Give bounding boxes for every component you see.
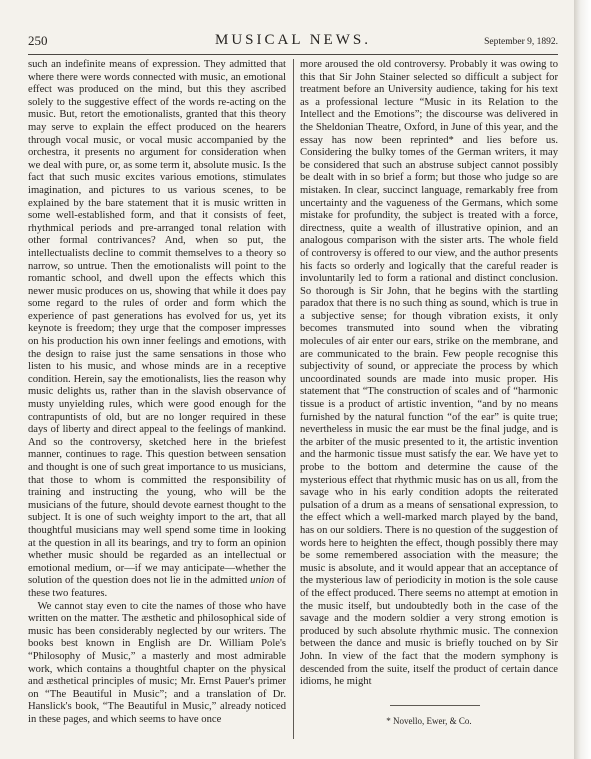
masthead-title: MUSICAL NEWS. [215, 32, 371, 48]
page-edge [574, 0, 591, 759]
issue-date: September 9, 1892. [484, 37, 558, 47]
column-divider [293, 59, 294, 739]
left-paragraph-1 [28, 59, 286, 601]
footnote: * Novello, Ewer, & Co. [386, 716, 472, 726]
right-column [300, 59, 558, 689]
right-paragraph-1: more aroused the old controversy. Probably it was owing to this that Sir John Stainer selected so difficult a subject for treatment before an University audience, taking for his text as a professional lecture “Music in its Relation to the Intellect and the Emotions”; the discourse was delivered in the Sheldonian Theatre, Oxford, in June of this year, and the essay has now been reprinted* and lies before us. Considering the bulky tomes of the German writers, it may be considered that such an abstruse subject cannot possibly be dealt with in so brief a form; but those who judge so are mistaken. In clear, succinct language, remarkably free from uncertainty and the vagueness of the Germans, which some mistake for profundity, the subject is treated with a force, directness, quite a wealth of illustrative opinion, and an analogous comparison with the sister arts. The whole field of controversy is offered to our view, and the author presents his facts so orderly and logically that the careful reader is involuntarily led to form a rational and distinct conclusion. So thorough is Sir John, that he begins with the startling paradox that there is no such thing as sound, which is true in a subjective sense; for though vibration exists, it only becomes transmuted into sound when the vibrating molecules of air enter our ears, strike on the membrane, and are communicated to the brain. Few people recognise this subjectivity of sound, or appreciate the process by which uncoordinated sounds are made into music proper. His statement that “The construction of scales and of “harmonic tissue is a product of artistic invention, “and by no means furnished by the natural function “of the ear” is quite true; nevertheless in music the ear must be the final judge, and is the arbiter of the music presented to it, the artistic invention and the harmonic tissue must satisfy the ear. We have yet to probe to the bottom and determine the cause of the mysterious effect that rhythmic music has on us all, from the savage who in his early condition adopts the reiterated pulsation of a drum as a means of sensational expression, to the effect which a well-marked march played by the band, has on our soldiers. There is no question of the suggestion of words here to heighten the effect, though possibly there may be some remembered association with the measure; the music is absolute, and it would appear that an acceptance of the mysterious law of periodicity in motion is the sole cause of the effect produced. There seems no attempt at emotion in the music itself, but undoubtedly both in the case of the savage and the modern soldier a very strong emotion is produced by such absolute rhythmic music. The connexion between the dance and music is briefly touched on by Sir John. In view of the fact that the modern symphony is descended from the suite, itself the product of certain dance idioms, he might [300, 59, 558, 688]
left-column [28, 59, 286, 726]
left-paragraph-2: We cannot stay even to cite the names of those who have written on the matter. The æsthetic and philosophical side of music has been considerably neglected by our writers. The books best known in English are Dr. William Pole's “Philosophy of Music,” a masterly and most admirable work, which contains a thoughtful chapter on the physical and æsthetical principles of music; Mr. Ernst Pauer's primer on “The Beautiful in Music”; and a translation of Dr. Hanslick's book, “The Beautiful in Music,” already noticed in these pages, and which seems to have once [28, 600, 286, 725]
emphasis-union: union [250, 575, 275, 587]
page-number: 250 [28, 33, 48, 48]
footnote-divider [390, 705, 480, 706]
left-paragraph-1-text: such an indefinite means of expression. They admitted that where there were words connected with music, an emotional effect was produced on the mind, but this they ascribed solely to the suggestive effect of the words re-acting on the music. But, retort the emotionalists, granted that this theory may serve to explain the effect produced on the hearers through vocal music, or vocal music accompanied by the orchestra, it presents no argument for consideration when we deal with pure, or, as some term it, absolute music. Is the fact that such music excites various emotions, stimulates imagination, and pictures to us various scenes, to be explained by the bare statement that it is music written in some well-established form, and that it consists of feet, rhythmical periods and pre-arranged tonal relation with other formal contrivances? And, when so put, the intellectualists decline to commit themselves to a theory so narrow, so untrue. Then the emotionalists will point to the romantic school, and dwell upon the effects which this newer music produces on us, showing that while it does pay some regard to the rules of order and form which the experience of past generations has evolved for us, yet its keynote is freedom; they urge that the composer impresses on his production his own inner feelings and emotions, with the design to raise just the same sensations in those who listen to his music, and whose minds are in a receptive condition. Herein, say the emotionalists, lies the reason why music delights us, rather than in the slavish observance of musty unyielding rules, which were good enough for the contrapuntists of old, but are no longer required in these days of liberty and direct appeal to the feelings of mankind. And so the controversy, sketched here in the briefest manner, continues to rage. This question between sensation and thought is one of such great importance to us musicians, that those to whom is committed the responsibility of training and instructing the young, who will be the musicians of the future, should devote earnest thought to the subject. It is one of such weighty import to the art, that all thoughtful musicians may well spend some time in looking at the question in all its bearings, and try to form an opinion whether music should be regarded as an intellectual or emotional medium, or—if we may anticipate—whether the solution of the question does not lie in the admitted [28, 59, 286, 587]
page-header [28, 30, 558, 55]
left-paragraph-1-end: of these two features. [28, 575, 286, 599]
